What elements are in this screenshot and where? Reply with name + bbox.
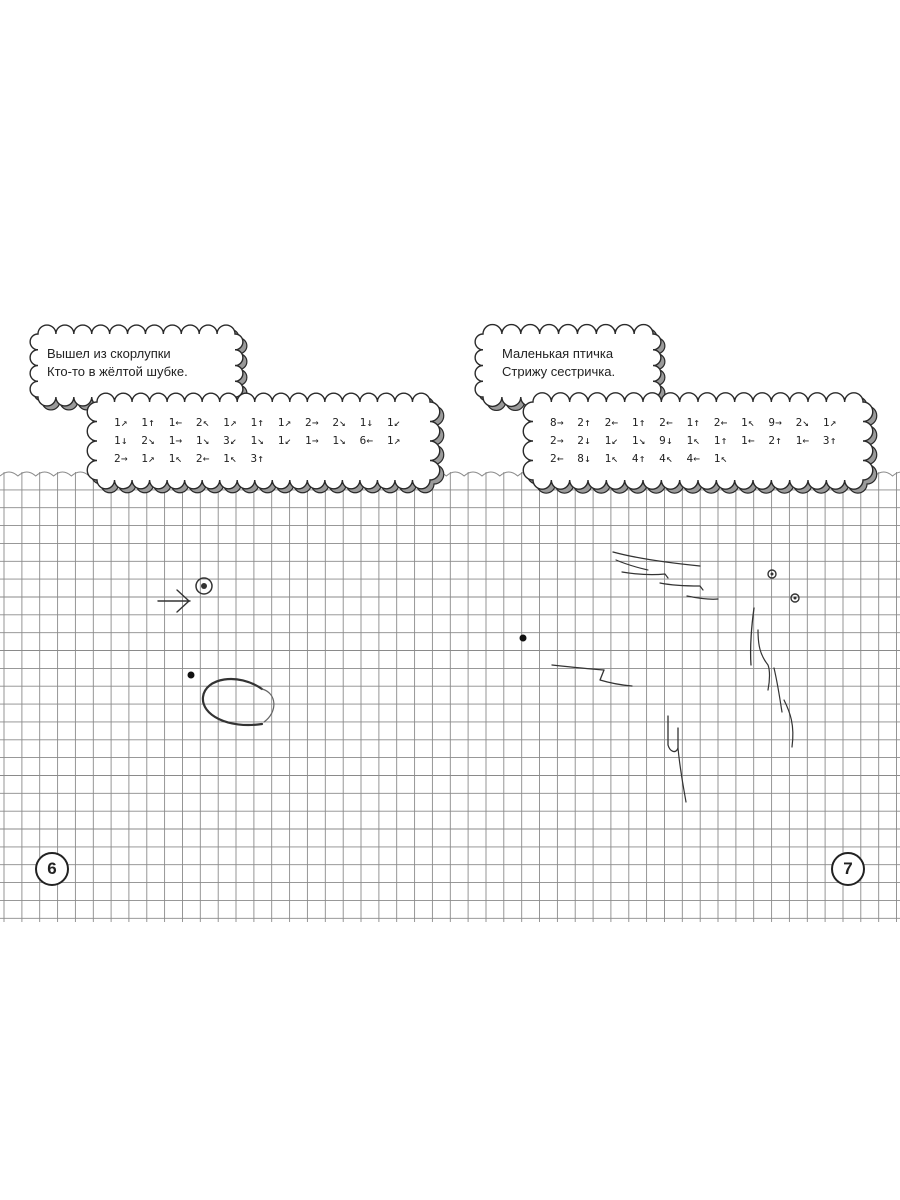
left-poem-line-1: Вышел из скорлупки (47, 346, 171, 361)
right-directions-line-3: 2← 8↓ 1↖ 4↑ 4↖ 4← 1↖ (550, 452, 728, 465)
left-directions-line-3: 2→ 1↗ 1↖ 2← 1↖ 3↑ (114, 452, 265, 465)
left-directions-line-1: 1↗ 1↑ 1← 2↖ 1↗ 1↑ 1↗ 2→ 2↘ 1↓ 1↙ (114, 416, 401, 429)
right-directions-line-1: 8→ 2↑ 2← 1↑ 2← 1↑ 2← 1↖ 9→ 2↘ 1↗ (550, 416, 837, 429)
right-page-number: 7 (831, 852, 865, 886)
left-page-number: 6 (35, 852, 69, 886)
right-poem-line-1: Маленькая птичка (502, 346, 614, 361)
left-directions-line-2: 1↓ 2↘ 1→ 1↘ 3↙ 1↘ 1↙ 1→ 1↘ 6← 1↗ (114, 434, 401, 447)
right-poem-line-2: Стрижу сестричка. (502, 364, 616, 379)
left-poem-line-2: Кто-то в жёлтой шубке. (47, 364, 188, 379)
right-directions-line-2: 2→ 2↓ 1↙ 1↘ 9↓ 1↖ 1↑ 1← 2↑ 1← 3↑ (550, 434, 837, 447)
